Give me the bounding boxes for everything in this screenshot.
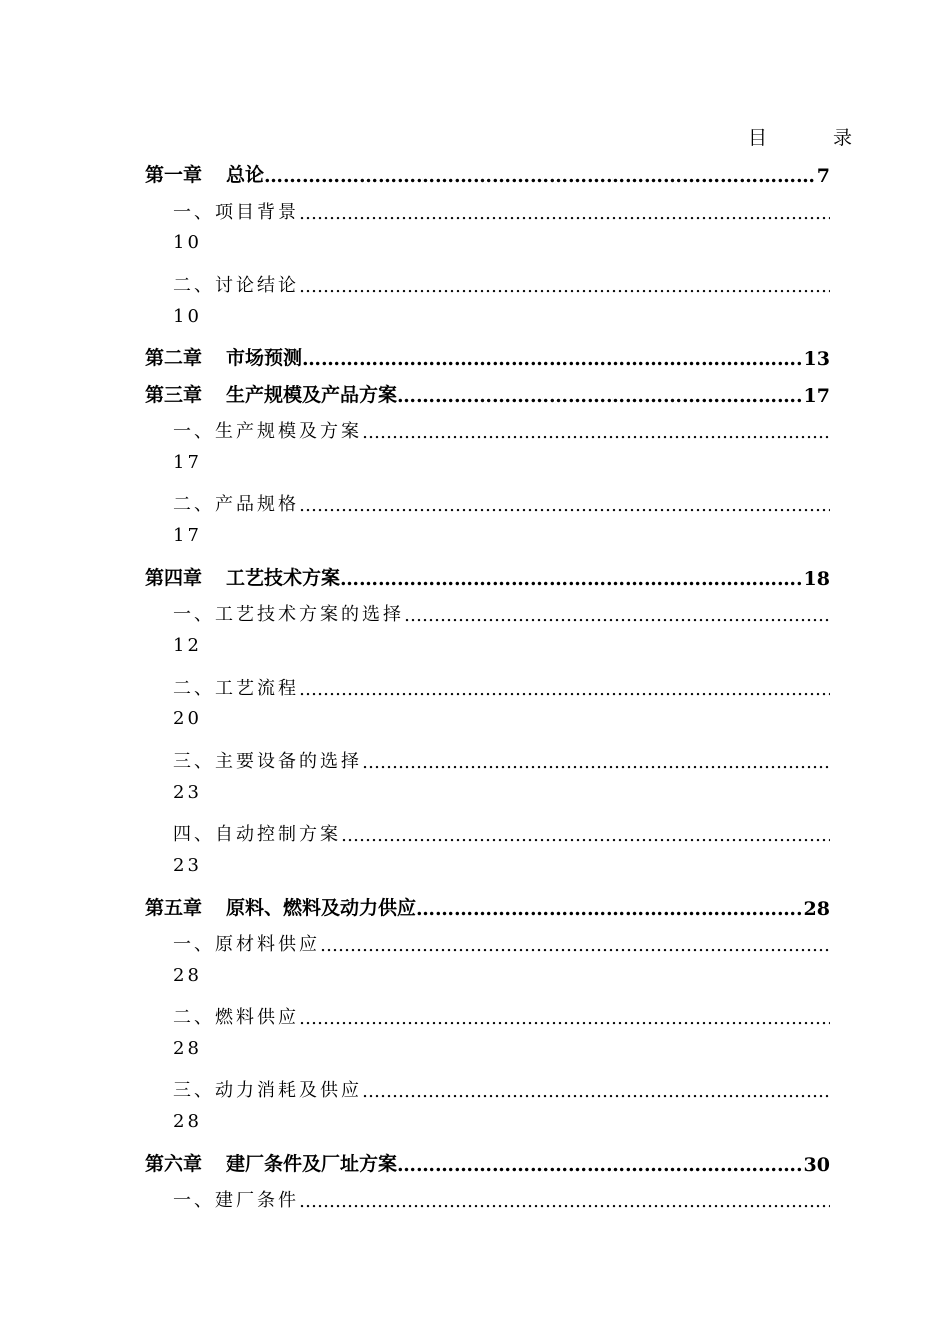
section-number: 一、 [173, 1190, 215, 1211]
section-title: 讨论结论 [215, 275, 299, 296]
toc-chapter-4[interactable] [145, 560, 830, 590]
leader-dots [299, 203, 830, 224]
chapter-title: 总论 [226, 164, 265, 186]
section-page: 28 [173, 965, 202, 986]
section-page: 20 [173, 708, 202, 729]
section-number: 二、 [173, 1007, 215, 1028]
chapter-page: 13 [803, 348, 830, 370]
leader-dots [397, 385, 802, 407]
section-number: 三、 [173, 751, 215, 772]
leader-dots [362, 752, 830, 773]
toc-title: 目 录 [748, 127, 883, 149]
toc-section-4-1[interactable] [145, 596, 830, 626]
toc-section-3-1[interactable] [145, 413, 830, 443]
section-number: 二、 [173, 494, 215, 515]
chapter-number: 第二章 [145, 347, 203, 369]
section-number: 一、 [173, 202, 215, 223]
toc-section-1-2[interactable] [145, 267, 830, 297]
leader-dots [299, 1191, 830, 1212]
section-page: 10 [173, 306, 202, 327]
toc-chapter-6[interactable] [145, 1146, 830, 1176]
chapter-page: 7 [816, 165, 830, 187]
section-page: 23 [173, 782, 202, 803]
chapter-title: 市场预测 [226, 347, 303, 369]
chapter-number: 第一章 [145, 164, 203, 186]
chapter-page: 30 [803, 1154, 830, 1176]
section-page: 28 [173, 1038, 202, 1059]
leader-dots [340, 568, 802, 590]
toc-section-5-1[interactable] [145, 926, 830, 956]
chapter-number: 第三章 [145, 384, 203, 406]
section-number: 一、 [173, 604, 215, 625]
leader-dots [362, 422, 830, 443]
section-number: 二、 [173, 678, 215, 699]
toc-section-3-2[interactable] [145, 486, 830, 516]
toc-section-4-4[interactable] [145, 816, 830, 846]
chapter-page: 18 [803, 568, 830, 590]
section-page: 23 [173, 855, 202, 876]
toc-chapter-3[interactable] [145, 377, 830, 407]
chapter-number: 第四章 [145, 567, 203, 589]
toc-chapter-1[interactable] [145, 157, 830, 187]
toc-section-4-3[interactable] [145, 743, 830, 773]
section-title: 产品规格 [215, 494, 299, 515]
section-page: 17 [173, 525, 202, 546]
section-number: 四、 [173, 824, 215, 845]
section-page: 17 [173, 452, 202, 473]
leader-dots [299, 679, 830, 700]
section-title: 项目背景 [215, 202, 299, 223]
toc-section-5-3[interactable] [145, 1072, 830, 1102]
chapter-number: 第五章 [145, 897, 203, 919]
section-page: 28 [173, 1111, 202, 1132]
chapter-title: 建厂条件及厂址方案 [226, 1153, 398, 1175]
section-page: 10 [173, 232, 202, 253]
section-title: 自动控制方案 [215, 824, 341, 845]
section-title: 工艺流程 [215, 678, 299, 699]
leader-dots [397, 1154, 802, 1176]
chapter-number: 第六章 [145, 1153, 203, 1175]
leader-dots [299, 1008, 830, 1029]
chapter-title: 工艺技术方案 [226, 567, 341, 589]
leader-dots [404, 605, 830, 626]
chapter-page: 28 [803, 898, 830, 920]
toc-chapter-2[interactable] [145, 340, 830, 370]
section-title: 生产规模及方案 [215, 421, 362, 442]
toc-section-6-1[interactable] [145, 1182, 830, 1212]
leader-dots [341, 825, 830, 846]
toc-section-1-1[interactable] [145, 194, 830, 224]
leader-dots [320, 935, 830, 956]
leader-dots [264, 165, 815, 187]
leader-dots [302, 348, 802, 370]
section-number: 二、 [173, 275, 215, 296]
leader-dots [362, 1081, 830, 1102]
toc-section-5-2[interactable] [145, 999, 830, 1029]
section-number: 三、 [173, 1080, 215, 1101]
section-title: 原材料供应 [215, 934, 320, 955]
toc-chapter-5[interactable] [145, 890, 830, 920]
section-number: 一、 [173, 934, 215, 955]
chapter-title: 原料、燃料及动力供应 [226, 897, 417, 919]
leader-dots [416, 898, 802, 920]
toc-section-4-2[interactable] [145, 670, 830, 700]
leader-dots [299, 495, 830, 516]
section-number: 一、 [173, 421, 215, 442]
section-title: 动力消耗及供应 [215, 1080, 362, 1101]
chapter-title: 生产规模及产品方案 [226, 384, 398, 406]
section-title: 主要设备的选择 [215, 751, 362, 772]
leader-dots [299, 276, 830, 297]
section-page: 12 [173, 635, 202, 656]
section-title: 建厂条件 [215, 1190, 299, 1211]
section-title: 工艺技术方案的选择 [215, 604, 404, 625]
chapter-page: 17 [803, 385, 830, 407]
section-title: 燃料供应 [215, 1007, 299, 1028]
